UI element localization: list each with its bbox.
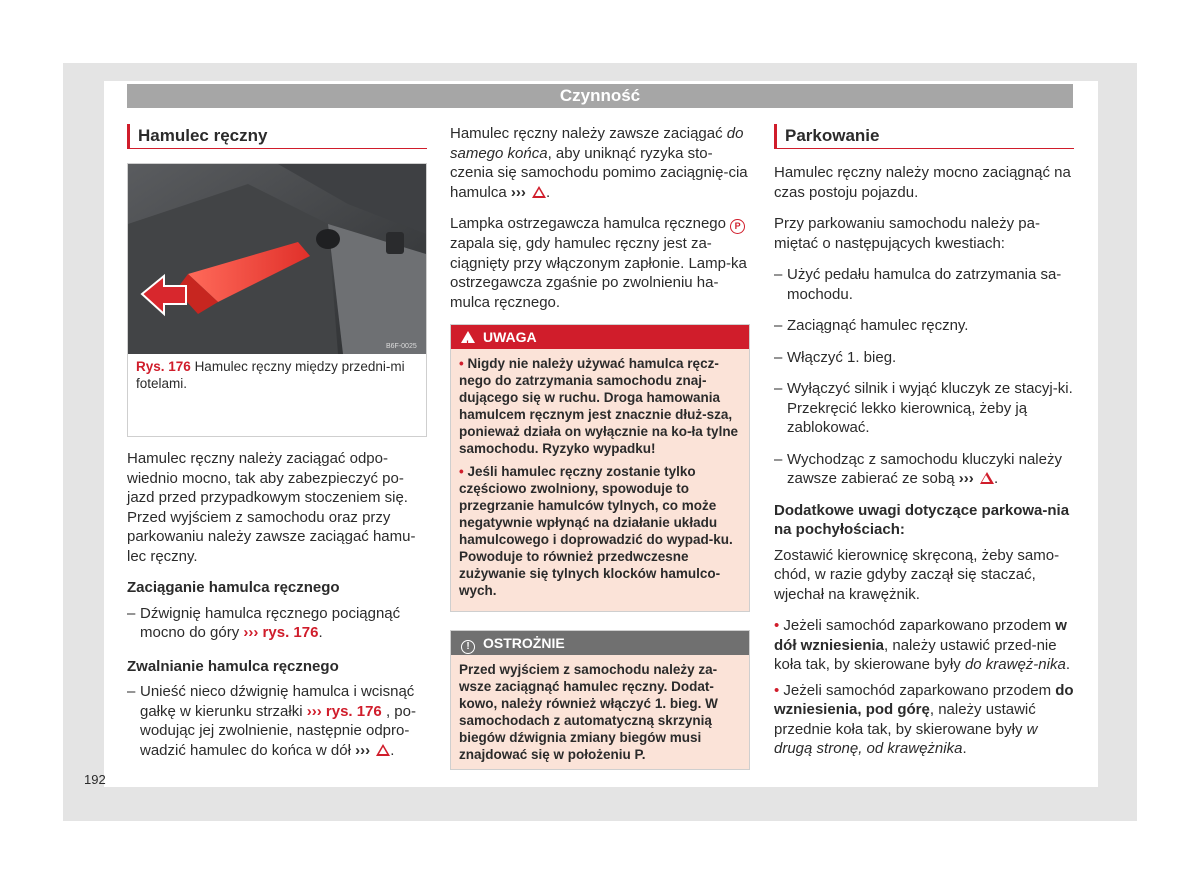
punctuation: . [318,624,323,641]
paragraph-zaciaganie [450,124,750,202]
warning-item: • Nigdy nie należy używać hamulca ręcz-nego do zatrzymania samochodu znaj-dującego się w ruchu. Droga hamowania hamulcem ręcznym jest znacznie dłuż-sza, ponieważ działa on wyłącznie na ko-ła tylne samochodu. Ryzyko wypadku! [459,355,741,457]
text: Jeżeli samochód zaparkowano przodem [783,681,1052,699]
punctuation: . [546,183,551,201]
punctuation: . [390,741,395,759]
caution-body [451,655,749,769]
text: , aby uniknąć ryzyka sto-czenia się samochodu pomimo zaciągnię-cia hamulca [450,144,748,201]
figure-code: B6F-0025 [386,343,417,350]
handbrake-photo [128,164,426,354]
italic-text: do krawęż-nika [964,656,1066,673]
section-title: Czynność [127,84,1073,108]
column-hamulec-reczny [127,124,427,772]
warning-body [451,349,749,611]
caution-text: Przed wyjściem z samochodu należy za-wsze zaciągnąć hamulec ręczny. Dodat-kowo, należy również włączyć 1. bieg. W samochodach z automatyczną skrzynią biegów dźwignia zmiany biegów musi znajdować się w położeniu P. [459,662,718,762]
punctuation: . [993,470,999,487]
column-parkowanie [774,124,1074,771]
parking-brake-lamp-icon: P [730,219,745,234]
warning-box [450,324,750,612]
warning-title: UWAGA [483,329,537,345]
step-text: Dźwignię hamulca ręcznego pociągnąć mocno do góry [140,604,401,641]
figure-caption [128,354,426,398]
subheading-pochylosci: Dodatkowe uwagi dotyczące parkowa-nia na pochyłościach: [774,501,1070,538]
step-text: Unieść nieco dźwignię hamulca i wcisnąć gałkę w kierunku strzałki [140,683,415,720]
bullet-uphill [774,681,1074,759]
step-3: – Włączyć 1. bieg. [774,348,1074,368]
step-zaciaganie [127,604,427,643]
caution-title: OSTROŻNIE [483,635,565,651]
italic-text: do samego końca [450,125,744,162]
step-5 [774,450,1074,489]
punctuation: . [1065,656,1070,673]
text: Hamulec ręczny należy zawsze zaciągać [450,125,723,142]
subheading-zwalnianie: Zwalnianie hamulca ręcznego [127,657,339,675]
subheading-zaciaganie: Zaciąganie hamulca ręcznego [127,579,340,596]
warning-triangle-icon[interactable] [532,186,546,198]
paragraph-1: Hamulec ręczny należy mocno zaciągnąć na czas postoju pojazdu. [774,164,1071,201]
bullet-downhill [774,616,1074,675]
bold-text: do wzniesienia, pod górę [774,681,1074,718]
paragraph-3: Zostawić kierownicę skręconą, żeby samo-chód, w razie gdyby zaczął się staczać, wjechał na krawężnik. [774,546,1060,603]
text: Lampka ostrzegawcza hamulca ręcznego [450,215,726,232]
figure-caption-text: Hamulec ręczny między przedni-mi fotelami. [136,359,405,391]
paragraph-lampka [450,214,750,312]
step-zwalnianie [127,682,427,760]
figure-link[interactable]: ››› rys. 176 [306,702,382,720]
warning-header [451,325,749,349]
italic-text: w drugą stronę, od krawężnika [774,720,1038,757]
step-text: , po-wodując jej zwolnienie, następnie odpro-wadzić hamulec do końca w dół [140,702,416,759]
figure-ref: Rys. 176 [136,359,191,374]
column-middle [450,124,750,788]
warning-item: • Jeśli hamulec ręczny zostanie tylko częściowo zwolniony, spowoduje to przegrzanie hamulców tylnych, co może negatywnie wpłynąć na działanie układu hamulcowego i doprowadzić do wypad-ku. Powoduje to również przedwczesne zużywanie się tylnych klocków hamulco-wych. [459,463,741,599]
step-2: – Zaciągnąć hamulec ręczny. [774,316,1074,336]
warning-triangle-icon[interactable] [980,472,994,484]
intro-paragraph: Hamulec ręczny należy zaciągać odpo-wiednio mocno, tak aby zabezpieczyć po-jazd przed przypadkowym stoczeniem się. Przed wyjściem z samochodu oraz przy parkowaniu należy zawsze zaciągać hamu-lec ręczny. [127,450,416,565]
exclamation-circle-icon: ! [461,640,475,654]
text: zapala się, gdy hamulec ręczny jest za-ciągnięty przy włączonym zapłonie. Lamp-ka ostrzegawcza zgaśnie po zwolnieniu ha-mulca ręcznego. [450,235,747,311]
step-text: Wychodząc z samochodu kluczyki należy zawsze zabierać ze sobą [787,450,1062,487]
caution-header [451,631,749,655]
bold-text: w dół wzniesienia [774,617,1067,654]
text: Jeżeli samochód zaparkowano przodem [783,617,1052,634]
warning-triangle-icon [461,331,475,343]
reference-arrows: ››› [355,741,371,759]
warning-triangle-icon[interactable] [376,744,390,756]
reference-arrows: ››› [510,183,526,201]
reference-arrows: ››› [958,470,974,487]
heading-hamulec-reczny: Hamulec ręczny [127,124,427,149]
text: , należy ustawić przednie koła tak, by skierowane były [774,701,1036,738]
heading-parkowanie: Parkowanie [774,124,1074,149]
step-4: – Wyłączyć silnik i wyjąć kluczyk ze stacyj-ki. Przekręcić lekko kierownicą, żeby ją zablokować. [774,379,1074,438]
figure-176 [127,163,427,437]
paragraph-2: Przy parkowaniu samochodu należy pa-miętać o następujących kwestiach: [774,215,1040,252]
punctuation: . [962,740,967,757]
text: , należy ustawić przed-nie koła tak, by skierowane były [774,636,1057,673]
figure-link[interactable]: ››› rys. 176 [243,624,319,641]
step-1: – Użyć pedału hamulca do zatrzymania sa-mochodu. [774,265,1074,304]
page-number: 192 [84,772,106,787]
caution-box [450,630,750,770]
